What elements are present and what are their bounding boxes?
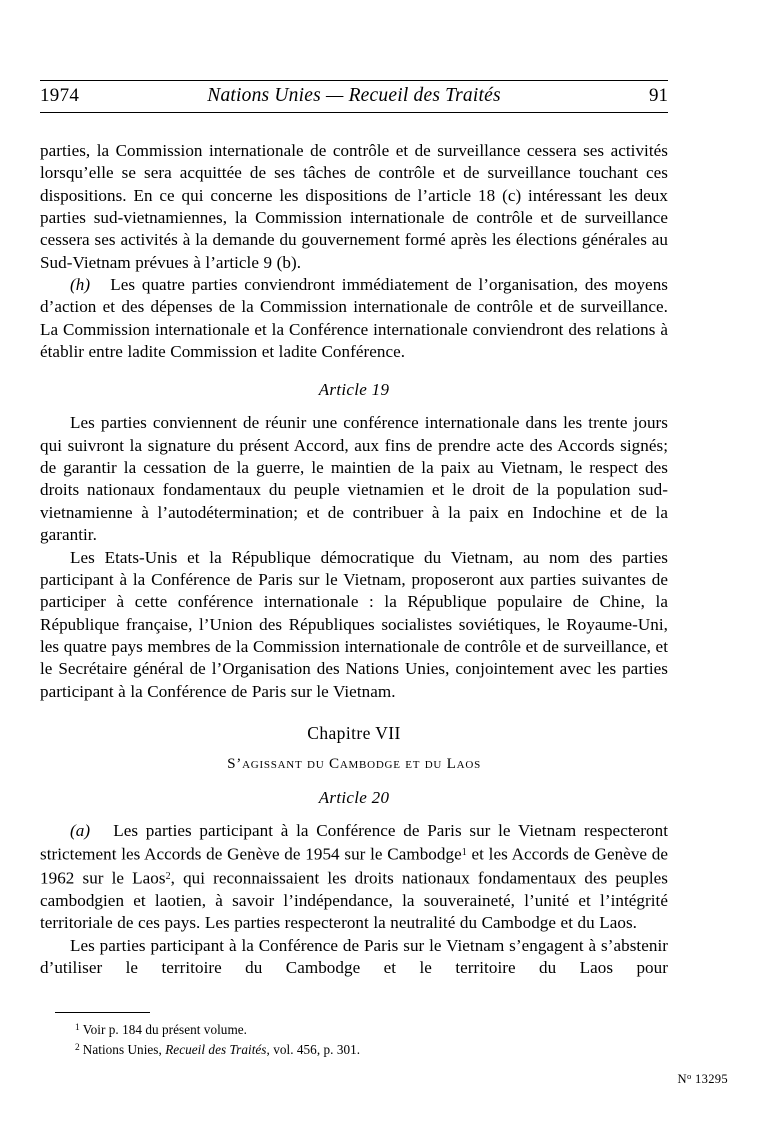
paragraph-article-20-2: Les parties participant à la Conférence de Paris sur le Vietnam s’engagent à s’abstenir d’utiliser le territoire du Cambodge et le territoire du Laos pour [40,935,668,977]
paragraph-continued: parties, la Commission internationale de contrôle et de surveillance cessera ses activités lorsqu’elle se sera acquittée de ses tâches de contrôle et de surveillance touchant ces dispositions. En ce qui concerne les dispositions de l’article 18 (c) intéressant les deux parties sud-vietnamiennes, la Commission internationale de contrôle et de surveillance cessera ses activités à la demande du gouvernement formé après les élections générales au Sud-Vietnam prévues à l’article 9 (b). [40,141,668,272]
text-column [40,140,668,979]
heading-chapter-7: Chapitre VII [307,722,401,743]
footnote-marker-2: 2 [165,871,171,883]
footnote-1 [40,1020,668,1039]
heading-article-20: Article 20 [318,787,390,807]
paragraph-a-text-3: , qui reconnaissaient les droits nationaux fondamentaux des peuples cambodgien et laotien, à savoir l’indépendance, la souveraineté, l’unité et l’intégrité territoriale de ces pays. Les parties respecteront la neutralité du Cambodge et du Laos. [40,868,668,933]
paragraph-a-text-1: Les parties participant à la Conférence de Paris sur le Vietnam respecteront strictement les Accords de Genève de 1954 sur le Cambodge [40,820,668,864]
heading-chapter-7-subtitle: S’agissant du Cambodge et du Laos [227,754,481,772]
paragraph-h-label: (h) [70,275,91,295]
footnote-1-marker: 1 [75,1023,80,1033]
footnote-2-marker: 2 [75,1042,80,1053]
running-head-year: 1974 [40,85,80,106]
footnote-separator-rule [55,1012,150,1013]
footnote-2-text-after: , vol. 456, p. 301. [266,1041,361,1057]
footnote-marker-1: 1 [461,847,467,859]
treaty-number-value: 13295 [695,1071,728,1086]
paragraph-a-label: (a) [70,820,91,840]
running-head-title: Nations Unies — Recueil des Traités [207,85,501,106]
treaty-number-ordinal: o [686,1071,692,1081]
paragraph-h [40,274,668,363]
running-head [40,80,668,113]
paragraph-article-19-1: Les parties conviennent de réunir une conférence internationale dans les trente jours qui suivront la signature du présent Accord, aux fins de prendre acte des Accords signés; de garantir la cessation de la guerre, le maintien de la paix au Vietnam, le respect des droits nationaux fondamentaux du peuple vietnamien et le droit de la population sud-vietnamienne à l’autodétermination; et de contribuer à la paix en Indochine et de la garantir. [40,413,668,545]
footnote-2-text: Nations Unies, [82,1041,166,1057]
header-rule-bottom [40,112,668,113]
paragraph-h-text: Les quatre parties conviendront immédiatement de l’organisation, des moyens d’action et des dépenses de la Commission internationale de contrôle et de surveillance. La Commission internationale et la Conférence internationale conviendront des relations à établir entre ladite Commission et ladite Conférence. [40,275,668,362]
paragraph-article-20-a [40,820,668,935]
paragraph-article-19-2: Les Etats-Unis et la République démocratique du Vietnam, au nom des parties participant à la Conférence de Paris sur le Vietnam, proposeront aux parties suivantes de participer à cette conférence internationale : la République populaire de Chine, la République française, l’Union des Républiques socialistes soviétiques, le Royaume-Uni, les quatre pays membres de la Commission internationale de contrôle et de surveillance, et le Secrétaire général de l’Organisation des Nations Unies, conjointement avec les parties participant à la Conférence de Paris sur le Vietnam. [40,547,668,701]
footnote-2-italic-title: Recueil des Traités [165,1041,267,1057]
page-folio-number: 91 [649,85,668,106]
footnote-2 [40,1040,668,1059]
running-head-bar [40,81,668,111]
treaty-number-prefix: N [677,1071,687,1086]
paragraph-a-text-2: et les Accords de Genève de 1962 sur le Laos [40,844,668,888]
heading-article-19: Article 19 [318,380,390,400]
footnotes-area [40,1012,668,1059]
treaty-number [678,1071,728,1087]
footnote-1-text: Voir p. 184 du présent volume. [82,1021,247,1037]
